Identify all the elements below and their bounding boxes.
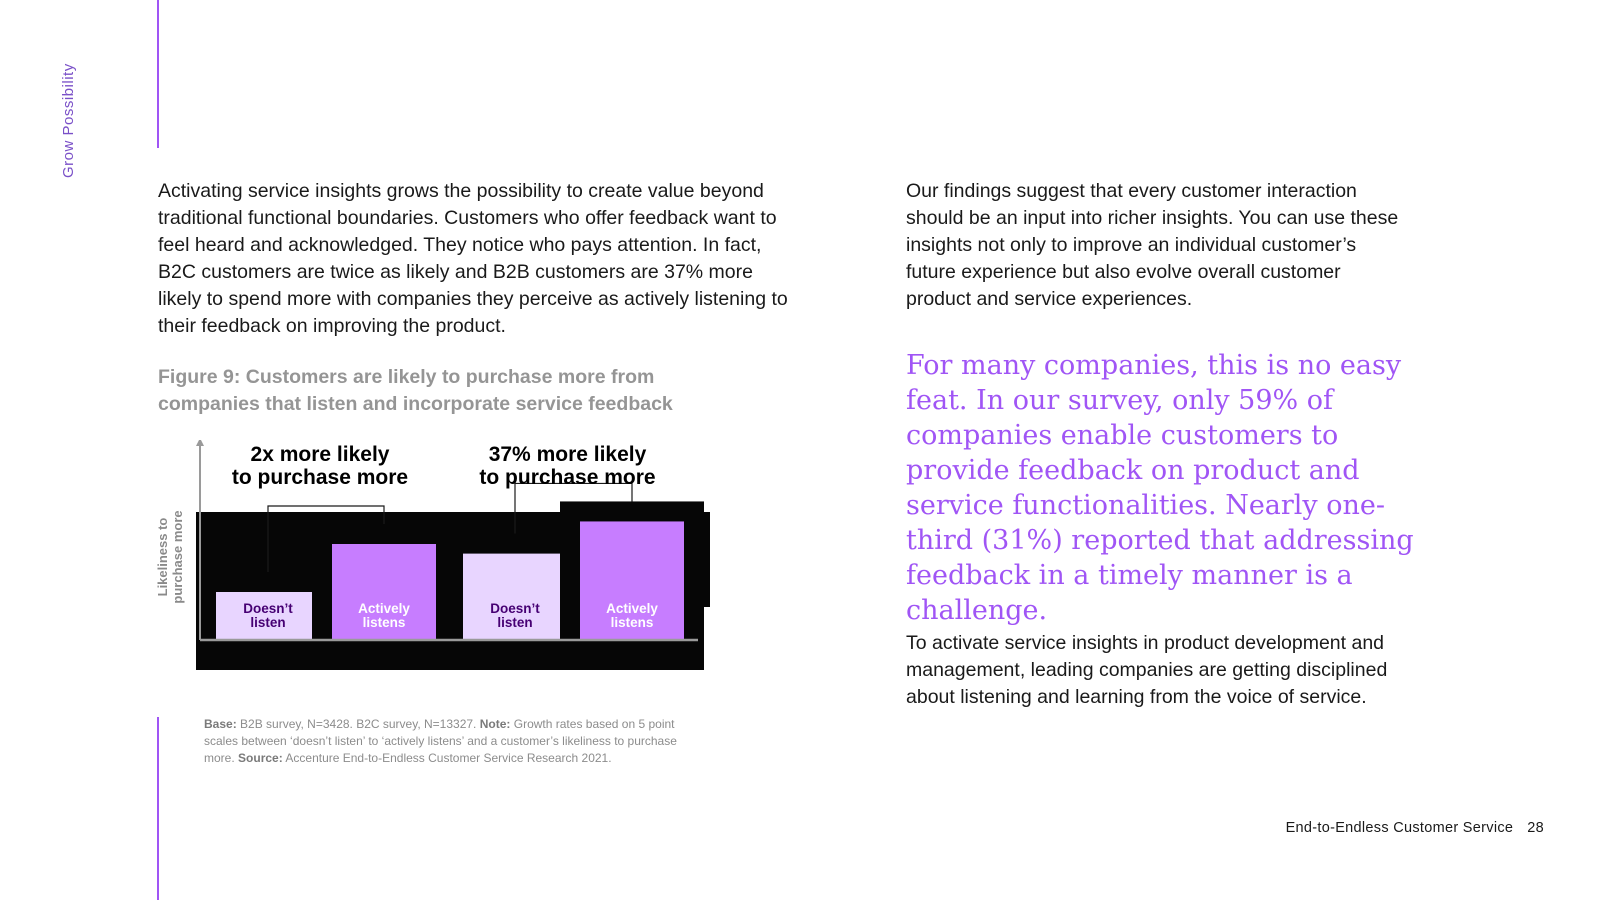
page-footer (1286, 820, 1544, 836)
section-label: Grow Possibility (60, 63, 77, 178)
footnote-note-label: Note: (479, 717, 511, 731)
purchase-likelihood-chart (150, 440, 730, 690)
comparison-annotation-1: 37% more likely to purchase more (479, 443, 656, 489)
footnote-source-label: Source: (238, 751, 283, 765)
footnote-base-label: Base: (204, 717, 237, 731)
footnote-source-text: Accenture End-to-Endless Customer Service Research 2021. (285, 751, 612, 765)
bar-label-1-1: Actively listens (606, 601, 658, 630)
findings-paragraph: Our findings suggest that every customer interaction should be an input into richer insights. You can use these insights not only to improve an individual customer’s future experience but also evolve overall customer product and service experiences. (906, 180, 1399, 310)
page-number: 28 (1527, 820, 1544, 836)
accent-rule-top (157, 0, 159, 148)
bar-label-0-1: Actively listens (358, 601, 410, 630)
intro-paragraph: Activating service insights grows the possibility to create value beyond traditional functional boundaries. Customers who offer feedback want to feel heard and acknowledged. They notice who pays attention. In fact, B2C customers are twice as likely and B2B customers are 37% more likely to spend more with companies they perceive as actively listening to their feedback on improving the product. (158, 180, 788, 337)
footer-title: End-to-Endless Customer Service (1285, 820, 1514, 836)
bar-label-1-0: Doesn’t listen (490, 601, 540, 630)
footnote-base-text: B2B survey, N=3428. B2C survey, N=13327. (240, 717, 477, 731)
comparison-annotation-0: 2x more likely to purchase more (231, 443, 409, 489)
bar-label-0-0: Doesn’t listen (243, 601, 293, 630)
figure-title: Figure 9: Customers are likely to purchase more from companies that listen and incorporate service feedback (158, 366, 673, 415)
figure-footnote (204, 716, 684, 767)
accent-rule-bottom (157, 717, 159, 900)
pull-quote: For many companies, this is no easy feat. In our survey, only 59% of companies enable customers to provide feedback on product and service functionalities. Nearly one-third (31%) reported that addressing feedback in a timely manner is a challenge. (906, 350, 1414, 626)
y-axis-label: Likeliness topurchase more (155, 510, 185, 604)
y-axis-arrow (196, 440, 204, 446)
closing-paragraph: To activate service insights in product development and management, leading companies are getting disciplined about listening and learning from the voice of service. (906, 632, 1388, 708)
footnote-note-text: Growth rates based on 5 point scales between ‘doesn’t listen’ to ‘actively listens’ and a customer’s likeliness to purchase more. (204, 717, 677, 765)
